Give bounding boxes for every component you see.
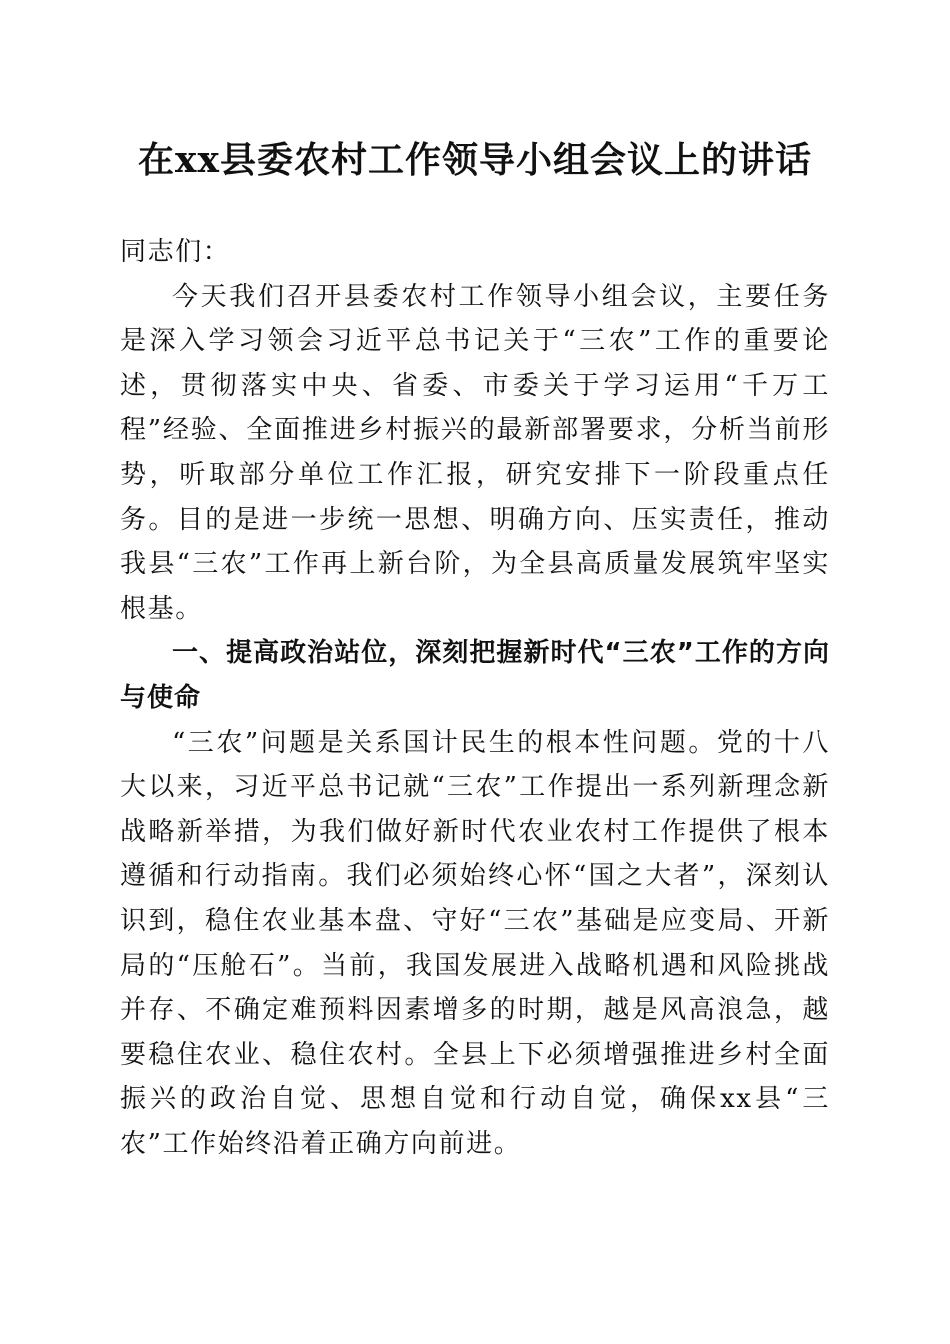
document-body <box>120 230 830 1166</box>
document-title: 在xx县委农村工作领导小组会议上的讲话 <box>138 139 812 181</box>
section-heading: 一、提高政治站位，深刻把握新时代“三农”工作的方向与使命 <box>120 638 830 713</box>
greeting: 同志们： <box>120 237 231 267</box>
section-paragraph: “三农”问题是关系国计民生的根本性问题。党的十八大以来，习近平总书记就“三农”工作提出一系列新理念新战略新举措，为我们做好新时代农业农村工作提供了根本遵循和行动指南。我们必须始终心怀“国之大者”，深刻认识到，稳住农业基本盘、守好“三农”基础是应变局、开新局的“压舱石”。当前，我国发展进入战略机遇和风险挑战并存、不确定难预料因素增多的时期，越是风高浪急，越要稳住农业、稳住农村。全县上下必须增强推进乡村全面振兴的政治自觉、思想自觉和行动自觉，确保xx县“三农”工作始终沿着正确方向前进。 <box>120 727 830 1159</box>
intro-paragraph: 今天我们召开县委农村工作领导小组会议，主要任务是深入学习领会习近平总书记关于“三农”工作的重要论述，贯彻落实中央、省委、市委关于学习运用“千万工程”经验、全面推进乡村振兴的最新部署要求，分析当前形势，听取部分单位工作汇报，研究安排下一阶段重点任务。目的是进一步统一思想、明确方向、压实责任，推动我县“三农”工作再上新台阶，为全县高质量发展筑牢坚实根基。 <box>120 281 830 624</box>
